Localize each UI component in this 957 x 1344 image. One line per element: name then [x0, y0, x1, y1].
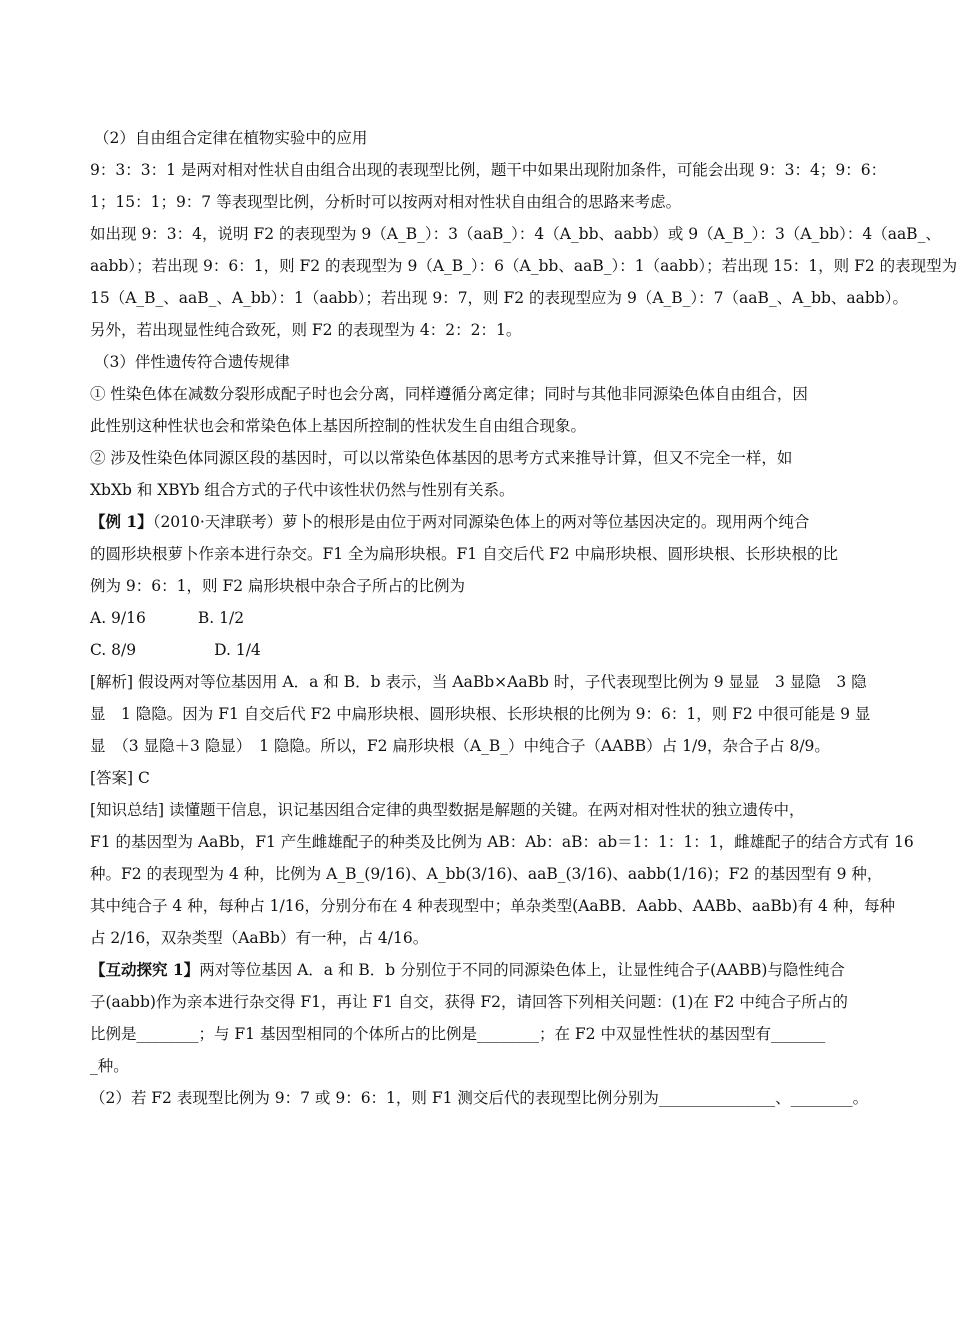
list-item-line: ① 性染色体在减数分裂形成配子时也会分离，同样遵循分离定律；同时与其他非同源染色体自由组合，因: [90, 385, 808, 403]
list-item-line: XbXb 和 XBYb 组合方式的子代中该性状仍然与性别有关系。: [90, 481, 515, 499]
option-b: B. 1/2: [197, 609, 245, 627]
option-c: C. 8/9: [90, 641, 137, 659]
analysis-line: 显 （3 显隐＋3 隐显） 1 隐隐。所以，F2 扁形块根（A_B_）中纯合子（AABB）占 1/9，杂合子占 8/9。: [90, 737, 830, 755]
example-1-stem: [90, 506, 870, 538]
option-a: A. 9/16: [90, 609, 146, 627]
summary-line: 其中纯合子 4 种，每种占 1/16，分别分布在 4 种表现型中；单杂类型(AaBB．Aabb、AABb、aaBb)有 4 种，每种: [90, 897, 895, 915]
explore-1-tag: 【互动探究 1】: [90, 960, 200, 979]
paragraph-line: 9：3：3：1 是两对相对性状自由组合出现的表现型比例，题干中如果出现附加条件，可能会出现 9：3：4；9：6：: [90, 161, 887, 179]
summary-line: [知识总结] 读懂题干信息，识记基因组合定律的典型数据是解题的关键。在两对相对性状的独立遗传中，: [90, 801, 805, 819]
explore-1-line: 比例是________；与 F1 基因型相同的个体所占的比例是________；在 F2 中双显性性状的基因型有_______: [90, 1025, 826, 1043]
explore-1-line: _种。: [90, 1057, 129, 1075]
analysis-line: [解析] 假设两对等位基因用 A．a 和 B．b 表示，当 AaBb×AaBb 时，子代表现型比例为 9 显显 3 显隐 3 隐: [90, 673, 867, 691]
example-1-stem-line: 的圆形块根萝卜作亲本进行杂交。F1 全为扁形块根。F1 自交后代 F2 中扁形块根、圆形块根、长形块根的比: [90, 545, 839, 563]
example-1-stem-text: （2010·天津联考）萝卜的根形是由位于两对同源染色体上的两对等位基因决定的。现用两个纯合: [152, 513, 810, 531]
paragraph-line: 另外，若出现显性纯合致死，则 F2 的表现型为 4：2：2：1。: [90, 321, 522, 339]
example-1-tag: 【例 1】: [90, 512, 153, 531]
document-page: [90, 122, 957, 1114]
explore-1-line: （2）若 F2 表现型比例为 9：7 或 9：6：1，则 F1 测交后代的表现型比例分别为_______________、________。: [90, 1089, 869, 1107]
example-1-stem-line: 例为 9：6：1，则 F2 扁形块根中杂合子所占的比例为: [90, 577, 465, 595]
analysis-line: 显 1 隐隐。因为 F1 自交后代 F2 中扁形块根、圆形块根、长形块根的比例为 9：6：1，则 F2 中很可能是 9 显: [90, 705, 871, 723]
paragraph-line: 15（A_B_、aaB_、A_bb）：1（aabb）；若出现 9：7，则 F2 的表现型应为 9（A_B_）：7（aaB_、A_bb、aabb）。: [90, 289, 908, 307]
explore-1-line: 子(aabb)作为亲本进行杂交得 F1，再让 F1 自交，获得 F2，请回答下列相关问题：(1)在 F2 中纯合子所占的: [90, 993, 848, 1011]
paragraph-line: 1；15：1；9：7 等表现型比例，分析时可以按两对相对性状自由组合的思路来考虑。: [90, 193, 682, 211]
paragraph-line: 如出现 9：3：4，说明 F2 的表现型为 9（A_B_）：3（aaB_）：4（A_bb、aabb）或 9（A_B_）：3（A_bb）：4（aaB_、: [90, 225, 941, 243]
list-item-line: ② 涉及性染色体同源区段的基因时，可以以常染色体基因的思考方式来推导计算，但又不完全一样，如: [90, 449, 793, 467]
summary-line: 种。F2 的表现型为 4 种，比例为 A_B_(9/16)、A_bb(3/16)、aaB_(3/16)、aabb(1/16)；F2 的基因型有 9 种，: [90, 865, 883, 883]
explore-1-stem: [90, 954, 870, 986]
answer-line: [答案] C: [90, 769, 150, 787]
summary-line: 占 2/16，双杂类型（AaBb）有一种，占 4/16。: [90, 929, 429, 947]
summary-line: F1 的基因型为 AaBb，F1 产生雌雄配子的种类及比例为 AB：Ab：aB：ab＝1：1：1：1，雌雄配子的结合方式有 16: [90, 833, 914, 851]
option-d: D. 1/4: [214, 641, 261, 659]
list-item-line: 此性别这种性状也会和常染色体上基因所控制的性状发生自由组合现象。: [90, 417, 587, 435]
section-3-heading: （3）伴性遗传符合遗传规律: [94, 353, 290, 371]
options-row-cd: [90, 634, 870, 666]
options-row-ab: [90, 602, 870, 634]
explore-1-stem-text: 两对等位基因 A．a 和 B．b 分别位于不同的同源染色体上，让显性纯合子(AABB)与隐性纯合: [199, 961, 845, 979]
section-2-heading: （2）自由组合定律在植物实验中的应用: [94, 129, 368, 147]
paragraph-line: aabb）；若出现 9：6：1，则 F2 的表现型为 9（A_B_）：6（A_bb、aaB_）：1（aabb）；若出现 15：1，则 F2 的表现型为: [90, 257, 957, 275]
